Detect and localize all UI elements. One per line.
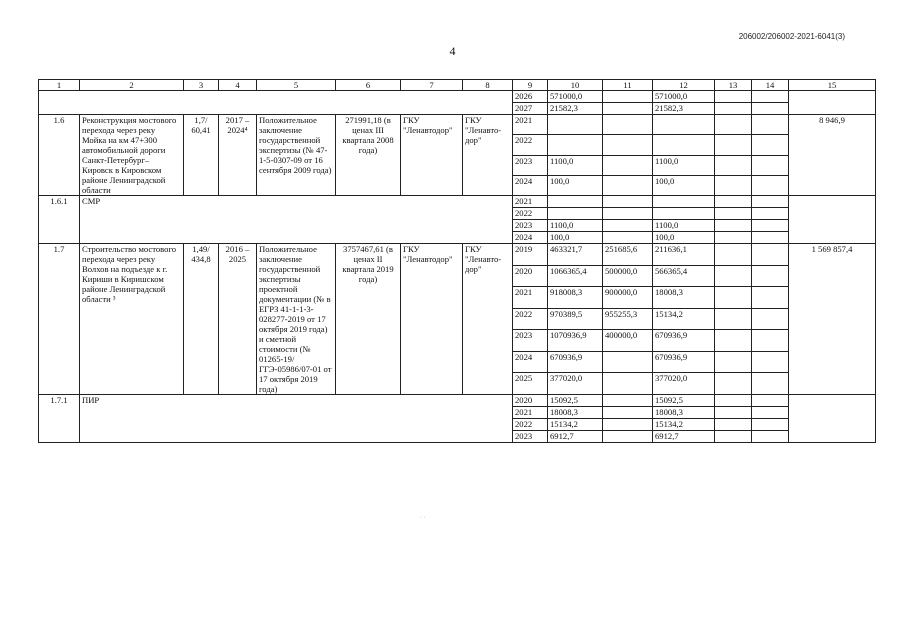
value-col11 [603,91,653,103]
value-col13 [715,91,752,103]
item-name: Строительство мостового перехода через реку Волхов на подъезде к г. Кириши в Киришском районе Ленинградской области ³ [80,244,184,395]
value-col10: 6912,7 [548,431,603,443]
value-col12: 670936,9 [653,351,715,373]
value-col12: 100,0 [653,175,715,195]
value-col12: 571000,0 [653,91,715,103]
value-col14 [752,308,789,330]
value-col10: 18008,3 [548,407,603,419]
year-cell: 2020 [513,395,548,407]
header-row [39,80,876,91]
year-cell: 2021 [513,407,548,419]
item-cost: 3757467,61 (в ценах II квартала 2019 года) [336,244,401,395]
header-cell: 11 [603,80,653,91]
value-col13 [715,431,752,443]
value-col11: 955255,3 [603,308,653,330]
table-row [39,115,876,135]
value-col10 [548,135,603,155]
year-cell: 2025 [513,373,548,395]
year-cell: 2022 [513,135,548,155]
value-col10 [548,115,603,135]
value-col12 [653,115,715,135]
value-col11: 400000,0 [603,330,653,352]
value-col13 [715,330,752,352]
header-cell: 8 [463,80,513,91]
header-cell: 6 [336,80,401,91]
value-col10: 1070936,9 [548,330,603,352]
value-col14 [752,232,789,244]
value-col11 [603,208,653,220]
value-col11 [603,407,653,419]
item-developer: ГКУ "Ленавто-дор" [463,115,513,196]
header-cell: 13 [715,80,752,91]
value-col13 [715,395,752,407]
document-number: 206002/206002-2021-6041(3) [738,32,845,41]
header-cell: 7 [401,80,463,91]
value-col10: 1100,0 [548,155,603,175]
item-total: 1 569 857,4 [789,244,876,395]
value-col11 [603,103,653,115]
year-cell: 2024 [513,232,548,244]
item-code: 1.7 [39,244,80,395]
item-expertise: Положительное заключение государственной экспертизы (№ 47-1-5-0307-09 от 16 сентября 2009 года) [257,115,336,196]
continuation-cell [39,91,513,115]
value-col14 [752,395,789,407]
item-code: 1.6.1 [39,196,80,244]
item-expertise: Положительное заключение государственной экспертизы проектной документации (№ в ЕГРЗ 41-1-1-3-028277-2019 от 17 октября 2019 года) и сметной стоимости (№ 01265-19/ГГЭ-05986/07-01 от 17 октября 2019 года) [257,244,336,395]
value-col14 [752,196,789,208]
item-capacity: 1,7/ 60,41 [184,115,219,196]
value-col14 [752,407,789,419]
item-name: ПИР [80,395,513,443]
value-col12: 1100,0 [653,220,715,232]
value-col11 [603,431,653,443]
header-cell: 9 [513,80,548,91]
value-col14 [752,135,789,155]
value-col14 [752,373,789,395]
value-col10: 377020,0 [548,373,603,395]
value-col13 [715,373,752,395]
value-col13 [715,208,752,220]
year-cell: 2023 [513,330,548,352]
value-col12 [653,135,715,155]
value-col12: 670936,9 [653,330,715,352]
value-col10: 15092,5 [548,395,603,407]
year-cell: 2026 [513,91,548,103]
header-cell: 1 [39,80,80,91]
value-col12: 18008,3 [653,287,715,309]
value-col12: 211636,1 [653,244,715,266]
value-col13 [715,351,752,373]
value-col13 [715,196,752,208]
value-col14 [752,419,789,431]
item-cost: 271991,18 (в ценах III квартала 2008 года) [336,115,401,196]
value-col14 [752,265,789,287]
value-col11 [603,220,653,232]
scan-speck: · · [420,515,426,521]
value-col12: 6912,7 [653,431,715,443]
value-col13 [715,175,752,195]
item-total: 8 946,9 [789,115,876,196]
item-period: 2016 – 2025 [219,244,257,395]
value-col12: 18008,3 [653,407,715,419]
value-col12: 15134,2 [653,419,715,431]
header-cell: 14 [752,80,789,91]
value-col14 [752,244,789,266]
value-col13 [715,287,752,309]
value-col10: 100,0 [548,175,603,195]
value-col13 [715,232,752,244]
value-col10 [548,208,603,220]
year-cell: 2020 [513,265,548,287]
header-cell: 12 [653,80,715,91]
value-col14 [752,287,789,309]
table-row [39,91,876,103]
value-col13 [715,220,752,232]
value-col12: 377020,0 [653,373,715,395]
value-col12: 21582,3 [653,103,715,115]
value-col11 [603,419,653,431]
value-col14 [752,431,789,443]
value-col10: 1100,0 [548,220,603,232]
value-col11 [603,175,653,195]
item-total [789,395,876,443]
value-col12: 15092,5 [653,395,715,407]
value-col12: 15134,2 [653,308,715,330]
value-col11: 900000,0 [603,287,653,309]
value-col14 [752,175,789,195]
header-cell: 5 [257,80,336,91]
value-col12: 1100,0 [653,155,715,175]
value-col13 [715,265,752,287]
value-col14 [752,351,789,373]
item-customer: ГКУ "Ленавтодор" [401,115,463,196]
header-cell: 3 [184,80,219,91]
header-cell: 15 [789,80,876,91]
value-col13 [715,419,752,431]
year-cell: 2023 [513,155,548,175]
value-col14 [752,91,789,103]
value-col10: 21582,3 [548,103,603,115]
header-cell: 2 [80,80,184,91]
item-customer: ГКУ "Ленавтодор" [401,244,463,395]
year-cell: 2024 [513,351,548,373]
year-cell: 2022 [513,419,548,431]
value-col11: 251685,6 [603,244,653,266]
value-col10: 463321,7 [548,244,603,266]
value-col13 [715,244,752,266]
value-col14 [752,155,789,175]
item-name: Реконструкция мостового перехода через реку Мойка на км 47+300 автомобильной дороги Санкт-Петербург– Кировск в Кировском районе Ленинградской области [80,115,184,196]
value-col10 [548,196,603,208]
value-col13 [715,308,752,330]
value-col14 [752,208,789,220]
value-col12 [653,208,715,220]
value-col11 [603,115,653,135]
table-row [39,395,876,407]
year-cell: 2019 [513,244,548,266]
year-cell: 2021 [513,196,548,208]
value-col10: 15134,2 [548,419,603,431]
item-period: 2017 – 2024⁴ [219,115,257,196]
item-capacity: 1,49/ 434,8 [184,244,219,395]
table-row [39,244,876,266]
value-col10: 1066365,4 [548,265,603,287]
year-cell: 2023 [513,431,548,443]
value-col10: 670936,9 [548,351,603,373]
value-col10: 970389,5 [548,308,603,330]
total-cell [789,91,876,115]
item-code: 1.7.1 [39,395,80,443]
value-col14 [752,103,789,115]
year-cell: 2022 [513,208,548,220]
header-cell: 10 [548,80,603,91]
value-col13 [715,407,752,419]
investment-table [38,79,876,443]
value-col11 [603,395,653,407]
value-col10: 571000,0 [548,91,603,103]
value-col13 [715,135,752,155]
value-col10: 918008,3 [548,287,603,309]
value-col13 [715,155,752,175]
year-cell: 2021 [513,115,548,135]
year-cell: 2021 [513,287,548,309]
value-col12 [653,196,715,208]
table-row [39,196,876,208]
item-developer: ГКУ "Ленавто-дор" [463,244,513,395]
value-col12: 100,0 [653,232,715,244]
page-number: 4 [449,44,456,58]
value-col14 [752,220,789,232]
value-col11 [603,196,653,208]
year-cell: 2027 [513,103,548,115]
value-col11: 500000,0 [603,265,653,287]
value-col11 [603,351,653,373]
item-code: 1.6 [39,115,80,196]
value-col10: 100,0 [548,232,603,244]
value-col11 [603,155,653,175]
header-cell: 4 [219,80,257,91]
value-col13 [715,115,752,135]
item-name: СМР [80,196,513,244]
value-col11 [603,135,653,155]
value-col11 [603,232,653,244]
item-total [789,196,876,244]
year-cell: 2022 [513,308,548,330]
value-col14 [752,330,789,352]
value-col13 [715,103,752,115]
year-cell: 2023 [513,220,548,232]
value-col14 [752,115,789,135]
value-col12: 566365,4 [653,265,715,287]
year-cell: 2024 [513,175,548,195]
value-col11 [603,373,653,395]
